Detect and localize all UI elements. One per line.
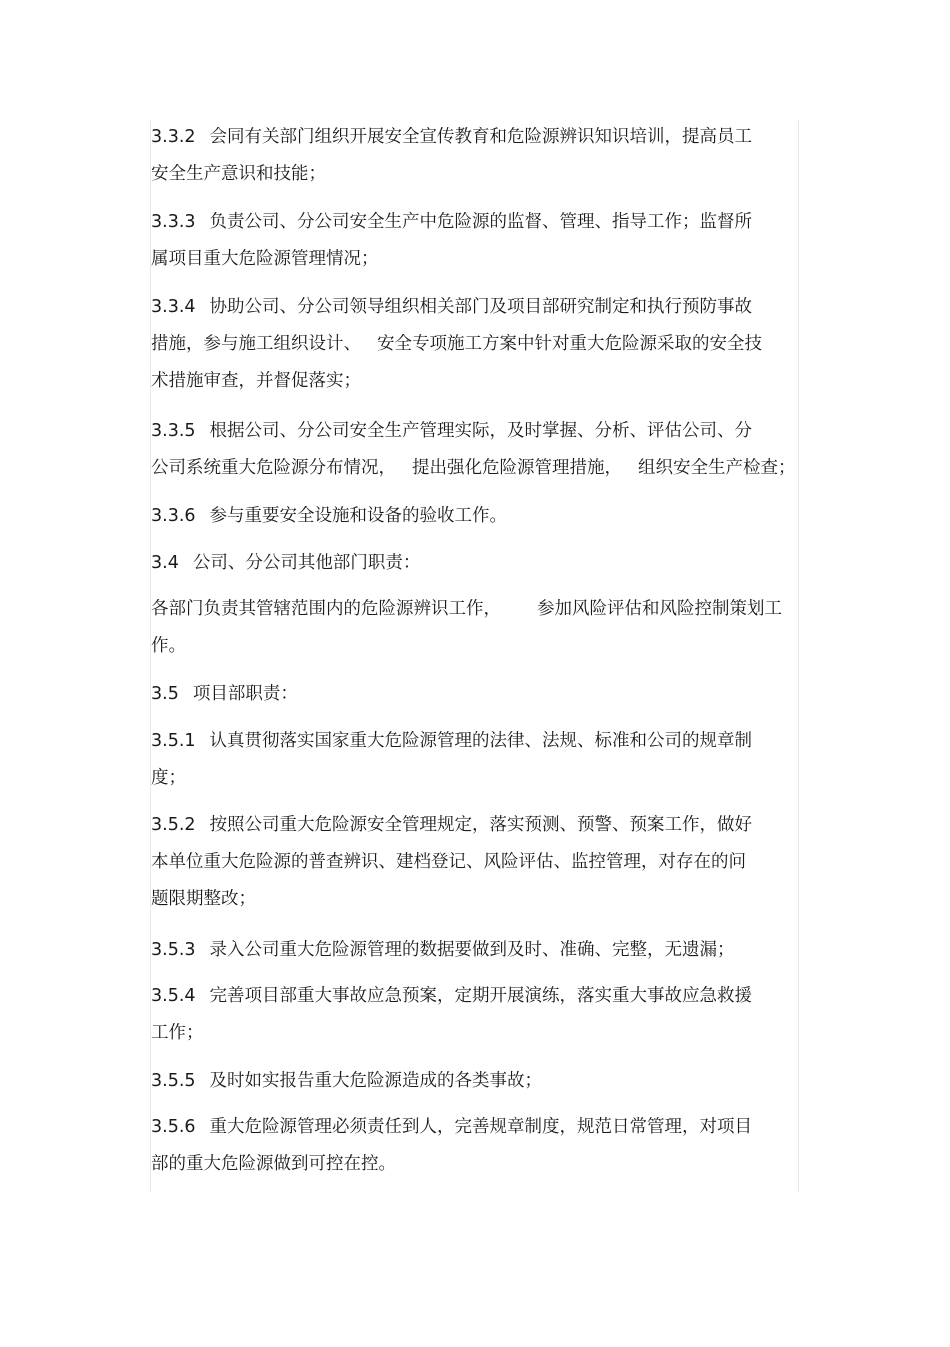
section-number: 3.3.4: [151, 297, 196, 317]
paragraph-text: 参加风险评估和风险控制策划工: [537, 599, 782, 619]
section-heading: 项目部职责：: [192, 684, 298, 704]
page-border-right: [798, 120, 799, 1192]
paragraph-text: 部的重大危险源做到可控在控。: [151, 1154, 396, 1174]
paragraph-line: [151, 119, 791, 156]
paragraph-text: 本单位重大危险源的普查辨识、建档登记、风险评估、监控管理，对存在的问: [151, 852, 746, 872]
paragraph-text: 公司系统重大危险源分布情况，: [151, 458, 396, 478]
paragraph-3-5: [151, 676, 791, 713]
paragraph-line: [151, 545, 791, 582]
paragraph-text: 完善项目部重大事故应急预案，定期开展演练，落实重大事故应急救援: [209, 986, 753, 1006]
paragraph-text: 提出强化危险源管理措施，: [412, 458, 622, 478]
section-number: 3.5.5: [151, 1071, 196, 1091]
paragraph-line: [151, 978, 791, 1015]
paragraph-text: 会同有关部门组织开展安全宣传教育和危险源辨识知识培训，提高员工: [209, 127, 753, 147]
paragraph-line: [151, 204, 791, 241]
paragraph-text: 重大危险源管理必须责任到人，完善规章制度，规范日常管理，对项目: [209, 1117, 753, 1137]
paragraph-3-5-6: [151, 1109, 791, 1183]
section-number: 3.3.6: [151, 506, 196, 526]
paragraph-text: 认真贯彻落实国家重大危险源管理的法律、法规、标准和公司的规章制: [209, 731, 753, 751]
paragraph-text: 录入公司重大危险源管理的数据要做到及时、准确、完整，无遗漏；: [209, 940, 735, 960]
paragraph-3-4-body: [151, 591, 791, 665]
paragraph-line: [151, 807, 791, 844]
paragraph-line: [151, 450, 796, 487]
paragraph-line: [151, 723, 791, 760]
paragraph-line: [151, 1109, 791, 1146]
section-number: 3.3.2: [151, 127, 196, 147]
section-number: 3.5.3: [151, 940, 196, 960]
section-number: 3.5.1: [151, 731, 196, 751]
paragraph-3-5-1: [151, 723, 791, 797]
paragraph-3-4: [151, 545, 791, 582]
section-heading: 公司、分公司其他部门职责：: [192, 553, 421, 573]
section-number: 3.5.4: [151, 986, 196, 1006]
paragraph-line: [151, 413, 791, 450]
paragraph-line: [151, 498, 791, 535]
paragraph-line: [151, 676, 791, 713]
paragraph-text: 各部门负责其管辖范围内的危险源辨识工作，: [151, 599, 501, 619]
section-number: 3.4: [151, 553, 179, 573]
paragraph-line: [151, 326, 791, 363]
paragraph-text: 题限期整改；: [151, 889, 256, 909]
paragraph-line: [151, 932, 791, 969]
paragraph-3-3-6: [151, 498, 791, 535]
paragraph-3-3-3: [151, 204, 791, 278]
paragraph-text: 参与重要安全设施和设备的验收工作。: [209, 506, 508, 526]
paragraph-text: 度；: [151, 768, 186, 788]
paragraph-text: 安全生产意识和技能；: [151, 164, 326, 184]
paragraph-text: 根据公司、分公司安全生产管理实际，及时掌握、分析、评估公司、分: [209, 421, 753, 441]
paragraph-3-5-5: [151, 1063, 791, 1100]
paragraph-line: [151, 1063, 791, 1100]
paragraph-text: 属项目重大危险源管理情况；: [151, 249, 379, 269]
paragraph-3-5-3: [151, 932, 791, 969]
paragraph-text: 工作；: [151, 1023, 204, 1043]
section-number: 3.5.6: [151, 1117, 196, 1137]
paragraph-text: 术措施审查，并督促落实；: [151, 371, 361, 391]
paragraph-line: [151, 591, 791, 628]
section-number: 3.3.3: [151, 212, 196, 232]
paragraph-3-3-5: [151, 413, 796, 487]
paragraph-3-3-4: [151, 289, 791, 400]
paragraph-text: 组织安全生产检查；: [638, 458, 796, 478]
paragraph-text: 协助公司、分公司领导组织相关部门及项目部研究制定和执行预防事故: [209, 297, 753, 317]
paragraph-3-5-4: [151, 978, 791, 1052]
paragraph-text: 按照公司重大危险源安全管理规定，落实预测、预警、预案工作，做好: [209, 815, 753, 835]
paragraph-text: 措施，参与施工组织设计、: [151, 334, 361, 354]
paragraph-3-5-2: [151, 807, 791, 918]
section-number: 3.5: [151, 684, 179, 704]
section-number: 3.5.2: [151, 815, 196, 835]
section-number: 3.3.5: [151, 421, 196, 441]
paragraph-line: [151, 289, 791, 326]
paragraph-3-3-2: [151, 119, 791, 193]
paragraph-text: 及时如实报告重大危险源造成的各类事故；: [209, 1071, 543, 1091]
paragraph-text: 负责公司、分公司安全生产中危险源的监督、管理、指导工作；监督所: [209, 212, 753, 232]
paragraph-text: 安全专项施工方案中针对重大危险源采取的安全技: [377, 334, 762, 354]
paragraph-text: 作。: [151, 636, 186, 656]
